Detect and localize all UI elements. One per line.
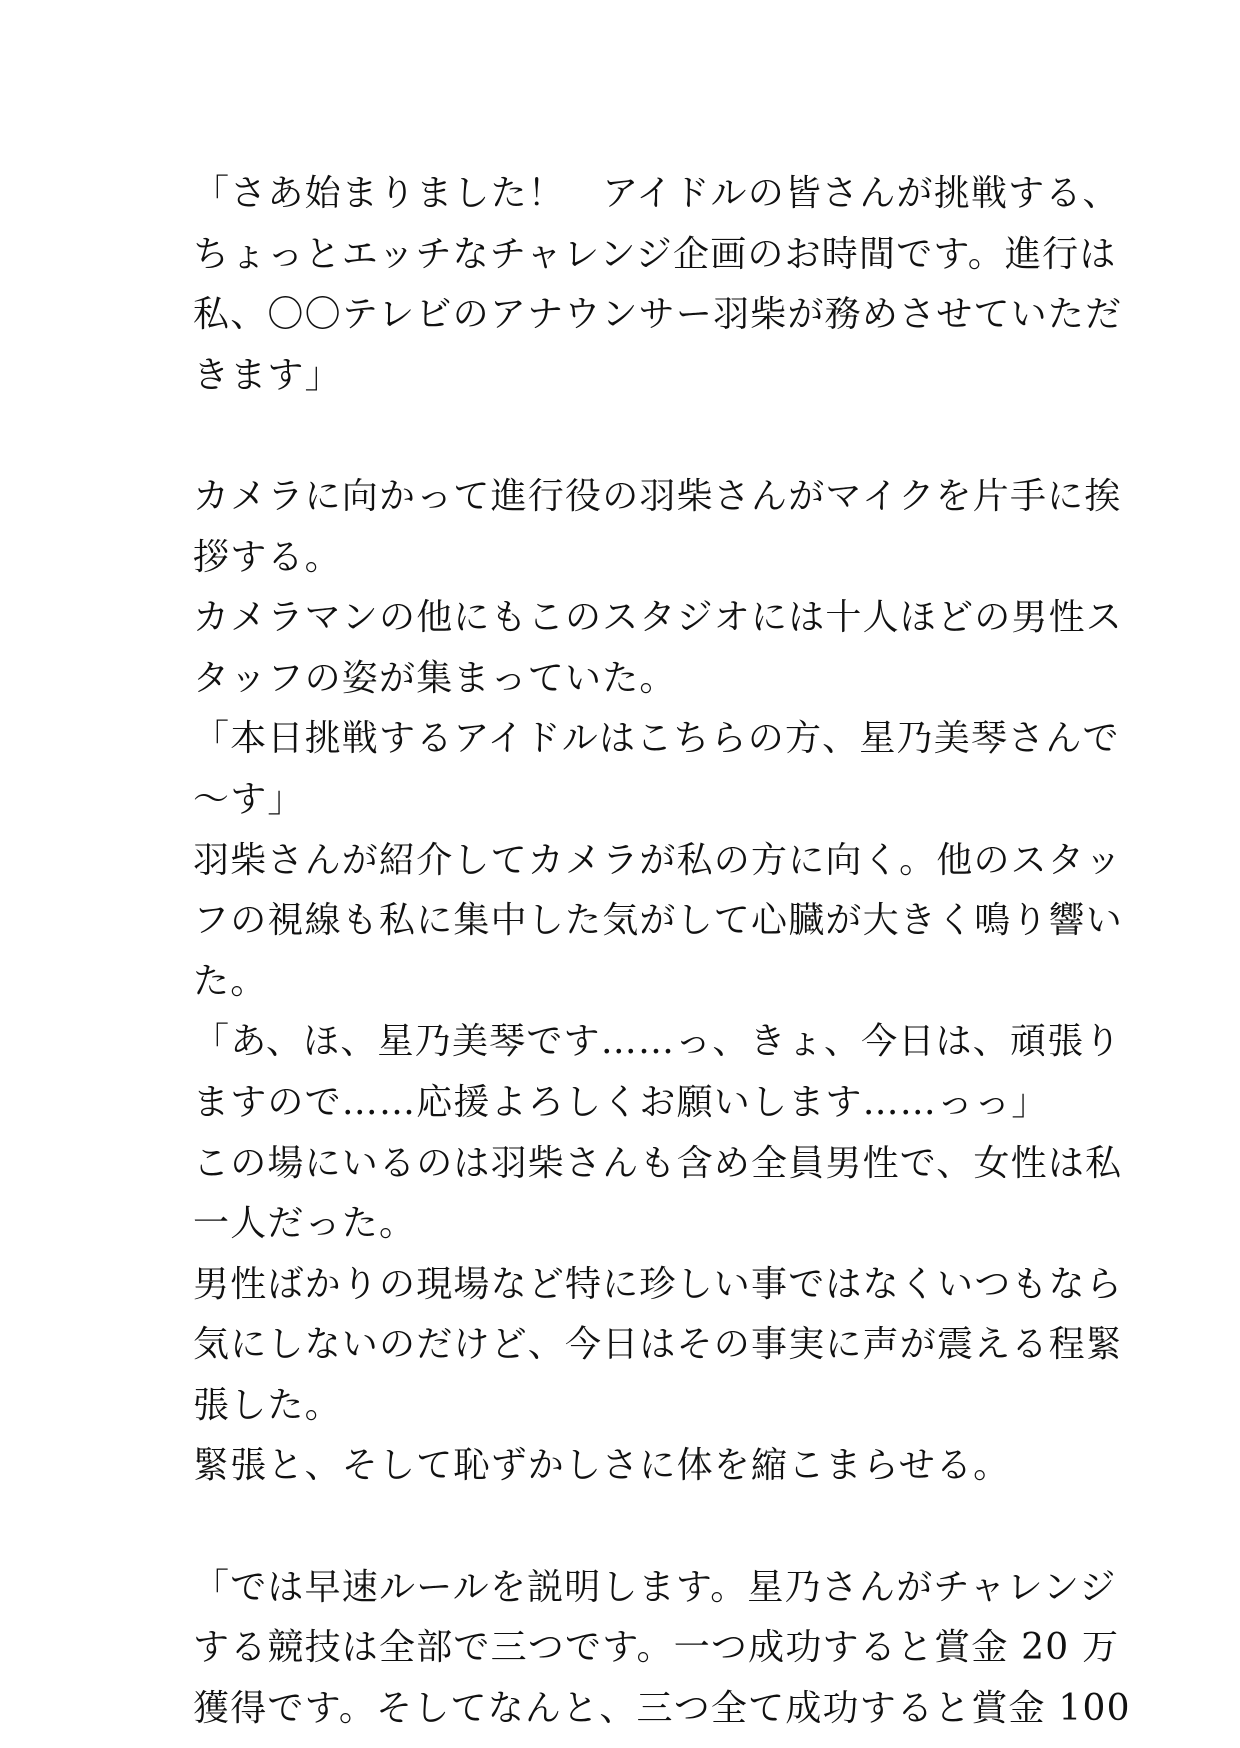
text-line: 「さあ始まりました！ アイドルの皆さんが挑戦する、 <box>193 173 1120 214</box>
text-line: この場にいるのは羽柴さんも含め全員男性で、女性は私 <box>193 1142 1123 1184</box>
text-line: 「では早速ルールを説明します。星乃さんがチャレンジ <box>193 1566 1117 1608</box>
text-line: カメラマンの他にもこのスタジオには十人ほどの男性ス <box>193 597 1124 639</box>
text-line: タッフの姿が集まっていた。 <box>193 657 677 699</box>
text-line: 私、〇〇テレビのアナウンサー羽柴が務めさせていただ <box>193 294 1123 336</box>
text-line: フの視線も私に集中した気がして心臓が大きく鳴り響い <box>193 900 1124 942</box>
text-line: ちょっとエッチなチャレンジ企画のお時間です。進行は <box>193 233 1117 275</box>
paragraph-gap <box>193 1497 1063 1558</box>
text-line: 〜す」 <box>193 778 305 820</box>
text-line: する競技は全部で三つです。一つ成功すると賞金 20 万 <box>193 1627 1120 1669</box>
text-line: 一人だった。 <box>193 1203 417 1245</box>
text-line: 拶する。 <box>193 536 342 578</box>
text-line: 「あ、ほ、星乃美琴です……っ、きょ、今日は、頑張り <box>193 1021 1122 1063</box>
text-line: ますので……応援よろしくお願いします……っっ」 <box>193 1081 1049 1123</box>
text-line: 張した。 <box>193 1384 342 1426</box>
text-line: 「本日挑戦するアイドルはこちらの方、星乃美琴さんで <box>193 718 1120 760</box>
text-line: 男性ばかりの現場など特に珍しい事ではなくいつもなら <box>193 1263 1124 1305</box>
text-line: きます」 <box>193 354 342 396</box>
text-line: 獲得です。そしてなんと、三つ全て成功すると賞金 100 <box>193 1687 1131 1729</box>
text-line: た。 <box>193 960 268 1002</box>
paragraph-gap <box>193 406 1063 467</box>
text-line: カメラに向かって進行役の羽柴さんがマイクを片手に挨 <box>193 475 1122 517</box>
text-line: 緊張と、そして恥ずかしさに体を縮こまらせる。 <box>193 1445 1011 1487</box>
document-page <box>193 164 1131 1739</box>
text-line: 羽柴さんが紹介してカメラが私の方に向く。他のスタッ <box>193 839 1123 881</box>
text-line: 気にしないのだけど、今日はその事実に声が震える程緊 <box>193 1324 1124 1366</box>
